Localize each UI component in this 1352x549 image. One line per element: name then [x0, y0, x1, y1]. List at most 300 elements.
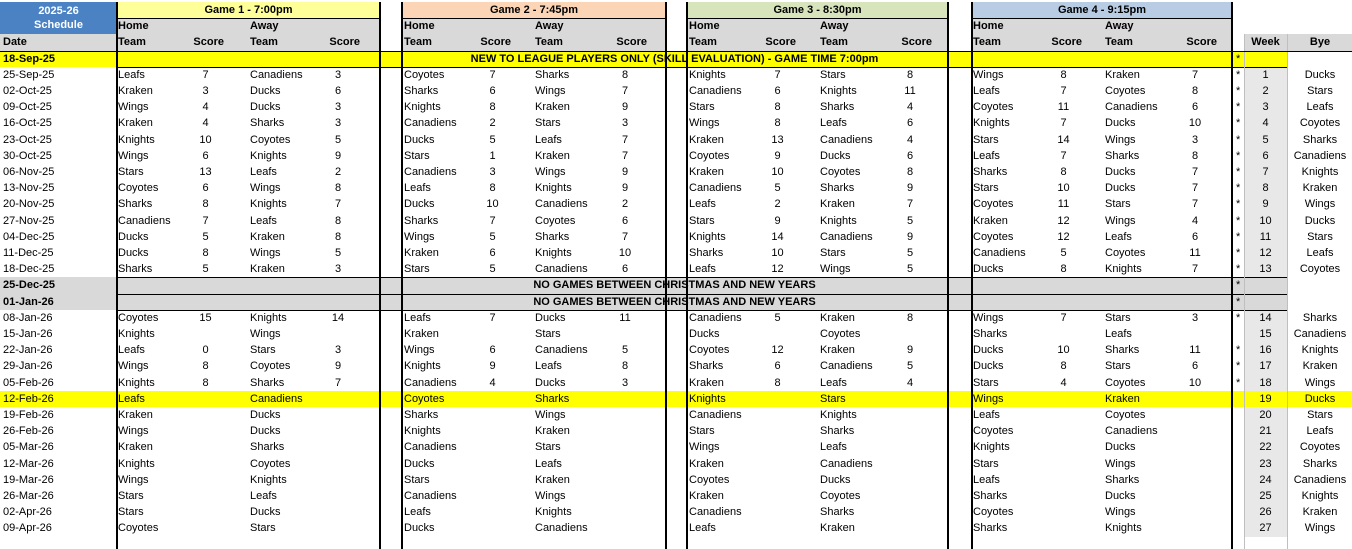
away-team: Wings — [1105, 457, 1136, 470]
home-team: Leafs — [973, 85, 1000, 97]
home-team: Knights — [973, 117, 1010, 130]
away-team: Canadiens — [820, 230, 873, 243]
away-team: Kraken — [535, 425, 570, 438]
grid-line — [971, 2, 973, 549]
home-team: Sharks — [973, 490, 1008, 502]
home-score: 8 — [202, 198, 209, 211]
away-score — [890, 504, 930, 520]
away-team: Knights — [1105, 263, 1142, 276]
away-team: Stars — [820, 247, 846, 259]
bye-team: Stars — [1307, 230, 1333, 243]
away-score: 11 — [904, 85, 916, 97]
row-star: * — [1236, 117, 1241, 130]
home-team: Kraken — [689, 457, 724, 470]
away-score: 7 — [906, 198, 914, 211]
week-number: 7 — [1262, 166, 1269, 178]
home-score: 13 — [199, 166, 212, 178]
home-team: Stars — [973, 457, 999, 470]
week-number: 11 — [1259, 230, 1272, 243]
away-score: 3 — [334, 117, 342, 130]
away-team: Canadiens — [820, 133, 873, 146]
home-team: Leafs — [404, 311, 431, 324]
home-team: Sharks — [118, 263, 153, 276]
away-score — [890, 520, 930, 536]
away-score: 9 — [906, 344, 914, 357]
week-number: 13 — [1259, 263, 1272, 276]
away-score: 6 — [1191, 360, 1199, 373]
away-team: Kraken — [250, 230, 285, 243]
home-team: Kraken — [689, 166, 724, 178]
home-team: Stars — [973, 133, 999, 146]
away-score: 6 — [1191, 101, 1199, 114]
away-team: Sharks — [250, 117, 285, 130]
special-row-date: 01-Jan-26 — [3, 295, 54, 308]
away-score — [1175, 488, 1215, 504]
row-date: 08-Jan-26 — [3, 311, 53, 324]
home-team: Stars — [973, 376, 999, 389]
home-score — [188, 423, 223, 439]
date-header: Date — [0, 34, 117, 50]
away-score: 3 — [334, 101, 342, 114]
home-score: 4 — [1060, 376, 1067, 389]
away-score: 4 — [906, 376, 914, 389]
row-date: 16-Oct-25 — [3, 117, 52, 130]
special-row-date: 25-Dec-25 — [3, 279, 55, 292]
away-score — [605, 423, 645, 439]
row-date: 20-Nov-25 — [3, 198, 55, 211]
away-score: 6 — [906, 117, 914, 130]
home-team: Wings — [118, 149, 149, 162]
away-score — [605, 504, 645, 520]
row-date: 13-Nov-25 — [3, 182, 55, 195]
away-team: Kraken — [820, 198, 855, 211]
away-team: Leafs — [1105, 328, 1132, 340]
away-team: Sharks — [820, 425, 855, 438]
away-score — [605, 391, 645, 407]
away-score — [890, 456, 930, 472]
home-team: Ducks — [689, 328, 720, 340]
home-team: Coyotes — [118, 182, 159, 195]
home-score — [1046, 407, 1081, 423]
home-team: Leafs — [118, 392, 145, 405]
home-score: 14 — [771, 230, 784, 243]
row-star — [1236, 520, 1244, 536]
away-score: 8 — [1191, 85, 1199, 97]
away-team: Kraken — [535, 473, 570, 486]
home-team: Knights — [118, 328, 155, 340]
away-team: Coyotes — [820, 166, 861, 178]
row-date: 09-Oct-25 — [3, 101, 52, 114]
home-score — [188, 504, 223, 520]
away-team: Canadiens — [250, 68, 303, 81]
home-team: Coyotes — [973, 230, 1014, 243]
away-team: Coyotes — [250, 360, 291, 373]
away-team: Leafs — [250, 490, 277, 502]
week-number: 27 — [1259, 522, 1272, 535]
home-team: Knights — [118, 457, 155, 470]
home-team: Ducks — [404, 133, 435, 146]
home-team: Coyotes — [973, 198, 1014, 211]
home-score: 6 — [774, 360, 781, 373]
home-score: 8 — [1060, 68, 1067, 81]
away-team: Canadiens — [1105, 425, 1158, 438]
away-team: Knights — [250, 198, 287, 211]
home-score — [760, 456, 795, 472]
away-team: Ducks — [250, 506, 281, 519]
home-score — [760, 520, 795, 536]
away-score: 8 — [621, 360, 629, 373]
away-team: Kraken — [820, 344, 855, 357]
away-score-label: Score — [329, 36, 360, 49]
home-score — [760, 407, 795, 423]
home-team: Leafs — [404, 506, 431, 519]
away-team: Coyotes — [250, 133, 291, 146]
away-score: 3 — [621, 376, 629, 389]
home-score — [475, 391, 510, 407]
home-team: Wings — [689, 117, 720, 130]
bye-team: Leafs — [1306, 247, 1334, 259]
special-row-note: NO GAMES BETWEEN CHRISTMAS AND NEW YEARS — [533, 295, 816, 308]
home-score: 10 — [1057, 182, 1070, 195]
away-score: 7 — [334, 376, 342, 389]
away-team: Stars — [535, 328, 561, 340]
home-team: Kraken — [689, 133, 724, 146]
grid-line — [401, 2, 403, 549]
away-team: Knights — [1105, 522, 1142, 535]
away-score: 3 — [1191, 311, 1199, 324]
away-team: Sharks — [250, 376, 285, 389]
grid-line — [117, 294, 1287, 295]
home-team-label: Team — [404, 36, 432, 49]
away-score: 8 — [621, 68, 629, 81]
home-score: 6 — [202, 149, 209, 162]
home-label: Home — [118, 20, 149, 33]
row-date: 09-Apr-26 — [3, 522, 52, 535]
row-star: * — [1236, 149, 1241, 162]
away-team: Canadiens — [535, 263, 588, 276]
away-team: Ducks — [535, 376, 566, 389]
home-score — [188, 488, 223, 504]
bye-team: Leafs — [1306, 425, 1334, 438]
home-team: Kraken — [973, 214, 1008, 227]
bye-team: Sharks — [1302, 133, 1338, 146]
home-score: 10 — [486, 198, 499, 211]
grid-line — [947, 2, 949, 549]
grid-line — [379, 2, 381, 549]
away-team: Ducks — [535, 311, 566, 324]
away-score — [1175, 326, 1215, 342]
away-team: Knights — [820, 85, 857, 97]
away-team-label: Team — [1105, 36, 1133, 49]
away-score — [1175, 520, 1215, 536]
home-score: 11 — [1057, 198, 1070, 211]
home-score: 10 — [771, 247, 784, 259]
home-score: 15 — [199, 311, 212, 324]
grid-line — [665, 2, 667, 549]
away-score — [605, 439, 645, 455]
grid-line — [1287, 34, 1288, 549]
home-team: Canadiens — [689, 182, 742, 195]
away-score: 9 — [621, 182, 629, 195]
home-score: 14 — [1057, 133, 1070, 146]
home-score: 7 — [489, 214, 496, 227]
home-team: Kraken — [689, 490, 724, 502]
home-team: Kraken — [118, 117, 153, 130]
home-score: 8 — [1060, 263, 1067, 276]
away-team: Knights — [250, 473, 287, 486]
home-team: Stars — [689, 425, 715, 438]
bye-team: Ducks — [1304, 392, 1336, 405]
away-team: Sharks — [1105, 149, 1140, 162]
week-number: 12 — [1259, 247, 1272, 259]
away-team: Knights — [535, 182, 572, 195]
home-score: 7 — [489, 68, 496, 81]
away-team: Leafs — [535, 457, 562, 470]
row-star — [1236, 407, 1244, 423]
away-score: 7 — [1191, 68, 1199, 81]
home-score: 4 — [202, 117, 209, 130]
row-star: * — [1236, 198, 1241, 211]
home-score — [475, 504, 510, 520]
away-team: Canadiens — [820, 457, 873, 470]
home-team: Wings — [689, 441, 720, 454]
home-team: Sharks — [404, 85, 439, 97]
row-star: * — [1236, 214, 1241, 227]
row-date: 02-Apr-26 — [3, 506, 52, 519]
row-star: * — [1236, 182, 1241, 195]
home-score: 10 — [771, 166, 784, 178]
away-team: Ducks — [1105, 490, 1136, 502]
week-number: 23 — [1259, 457, 1272, 470]
away-score — [890, 407, 930, 423]
home-team: Canadiens — [404, 490, 457, 502]
away-score: 8 — [906, 166, 914, 178]
away-score — [1175, 391, 1215, 407]
home-team: Coyotes — [404, 392, 445, 405]
home-team: Stars — [689, 101, 715, 114]
away-score-label: Score — [616, 36, 647, 49]
home-score — [188, 439, 223, 455]
game-1-title: Game 1 - 7:00pm — [117, 2, 380, 18]
away-team: Stars — [1105, 360, 1131, 373]
home-score: 4 — [202, 101, 209, 114]
home-team: Canadiens — [404, 166, 457, 178]
home-team: Kraken — [118, 409, 153, 421]
home-score — [1046, 488, 1081, 504]
away-team: Stars — [1105, 311, 1131, 324]
away-score — [890, 423, 930, 439]
bye-team: Canadiens — [1293, 149, 1347, 162]
away-team: Leafs — [820, 117, 847, 130]
home-score — [188, 407, 223, 423]
away-team: Canadiens — [535, 198, 588, 211]
home-team: Sharks — [404, 214, 439, 227]
home-score — [1046, 423, 1081, 439]
away-score: 8 — [1191, 149, 1199, 162]
home-score — [475, 326, 510, 342]
away-team: Sharks — [820, 182, 855, 195]
home-score: 6 — [489, 85, 496, 97]
away-team: Ducks — [250, 425, 281, 438]
home-score — [760, 488, 795, 504]
home-team-label: Team — [689, 36, 717, 49]
away-team: Wings — [820, 263, 851, 276]
away-score: 14 — [331, 311, 345, 324]
away-team: Wings — [535, 85, 566, 97]
away-score: 11 — [1189, 247, 1201, 259]
away-team: Stars — [250, 344, 276, 357]
away-team: Leafs — [535, 360, 562, 373]
home-team: Canadiens — [404, 376, 457, 389]
bye-team: Knights — [1301, 166, 1339, 178]
grid-line — [117, 51, 380, 52]
bye-team: Wings — [1304, 198, 1336, 211]
home-team: Kraken — [404, 247, 439, 259]
home-score: 7 — [1060, 117, 1067, 130]
away-team: Knights — [820, 214, 857, 227]
away-team: Leafs — [250, 214, 277, 227]
home-team: Coyotes — [689, 149, 730, 162]
away-score: 9 — [906, 230, 914, 243]
away-team: Ducks — [250, 101, 281, 114]
away-score: 10 — [618, 247, 632, 259]
home-label: Home — [404, 20, 435, 33]
home-team: Coyotes — [973, 425, 1014, 438]
row-date: 23-Oct-25 — [3, 133, 52, 146]
home-score — [188, 326, 223, 342]
away-score: 11 — [619, 311, 631, 324]
home-team: Kraken — [404, 328, 439, 340]
away-score — [890, 439, 930, 455]
away-team: Stars — [535, 117, 561, 130]
away-team: Canadiens — [820, 360, 873, 373]
home-score: 6 — [489, 344, 496, 357]
row-star: * — [1236, 166, 1241, 178]
away-score: 9 — [334, 360, 342, 373]
away-score — [1175, 456, 1215, 472]
row-star: * — [1236, 68, 1241, 81]
home-score: 1 — [489, 149, 496, 162]
away-score — [1175, 472, 1215, 488]
home-score — [475, 472, 510, 488]
home-score: 10 — [1057, 344, 1070, 357]
home-team: Wings — [404, 344, 435, 357]
away-score: 6 — [621, 214, 629, 227]
home-team-label: Team — [973, 36, 1001, 49]
home-label: Home — [689, 20, 720, 33]
home-score — [475, 439, 510, 455]
away-team: Coyotes — [535, 214, 576, 227]
row-star — [1236, 472, 1244, 488]
away-team: Coyotes — [820, 490, 861, 502]
away-label: Away — [820, 20, 849, 33]
away-team: Wings — [1105, 506, 1136, 519]
home-score: 2 — [489, 117, 496, 130]
grid-line — [402, 18, 666, 19]
away-score: 5 — [334, 247, 342, 259]
home-team: Knights — [973, 441, 1010, 454]
home-score: 13 — [771, 133, 784, 146]
away-score: 7 — [1191, 198, 1199, 211]
home-score: 5 — [489, 230, 496, 243]
home-team: Leafs — [404, 182, 431, 195]
home-team: Leafs — [973, 473, 1000, 486]
week-number: 20 — [1259, 409, 1272, 421]
home-score: 8 — [774, 101, 781, 114]
home-team: Knights — [689, 68, 726, 81]
home-score: 5 — [489, 263, 496, 276]
home-score: 8 — [1060, 360, 1067, 373]
away-team: Leafs — [820, 376, 847, 389]
home-score — [475, 520, 510, 536]
bye-team: Kraken — [1302, 182, 1338, 195]
week-number: 6 — [1262, 149, 1269, 162]
home-team: Leafs — [689, 522, 716, 535]
away-team: Canadiens — [250, 392, 303, 405]
away-score: 9 — [906, 182, 914, 195]
home-team: Ducks — [973, 360, 1004, 373]
bye-team: Knights — [1301, 490, 1339, 502]
away-team-label: Team — [820, 36, 848, 49]
away-team: Coyotes — [820, 328, 861, 340]
away-score: 6 — [1191, 230, 1199, 243]
home-score: 9 — [774, 149, 781, 162]
bye-team: Stars — [1307, 85, 1333, 97]
home-team: Canadiens — [689, 85, 742, 97]
grid-line — [0, 51, 117, 52]
home-team: Wings — [973, 392, 1004, 405]
row-date: 19-Feb-26 — [3, 409, 54, 421]
away-team: Knights — [820, 409, 857, 421]
week-number: 17 — [1259, 360, 1272, 373]
home-team: Coyotes — [689, 473, 730, 486]
home-score — [475, 423, 510, 439]
home-team: Knights — [404, 360, 441, 373]
away-score: 10 — [1188, 376, 1202, 389]
away-score: 6 — [621, 263, 629, 276]
home-score — [1046, 456, 1081, 472]
home-team: Wings — [973, 311, 1004, 324]
grid-line — [972, 51, 1232, 52]
away-team: Stars — [820, 392, 846, 405]
away-score — [318, 472, 358, 488]
row-star — [1236, 326, 1244, 342]
grid-line — [1231, 2, 1233, 549]
home-score — [188, 520, 223, 536]
away-team: Ducks — [250, 85, 281, 97]
away-score — [318, 326, 358, 342]
row-date: 30-Oct-25 — [3, 149, 52, 162]
home-score — [1046, 504, 1081, 520]
away-score — [1175, 504, 1215, 520]
home-team: Canadiens — [689, 409, 742, 421]
home-team: Knights — [118, 376, 155, 389]
row-date: 22-Jan-26 — [3, 344, 53, 357]
away-team: Sharks — [535, 68, 570, 81]
row-star: * — [1236, 376, 1241, 389]
bye-team: Sharks — [1302, 457, 1338, 470]
week-number: 22 — [1259, 441, 1272, 454]
away-team: Leafs — [1105, 230, 1132, 243]
home-team: Stars — [118, 506, 144, 519]
home-team: Coyotes — [973, 506, 1014, 519]
away-score — [318, 456, 358, 472]
row-date: 05-Feb-26 — [3, 376, 54, 389]
home-score: 12 — [1057, 230, 1070, 243]
away-score: 2 — [621, 198, 629, 211]
bye-team: Kraken — [1302, 360, 1338, 373]
week-number: 8 — [1262, 182, 1269, 195]
